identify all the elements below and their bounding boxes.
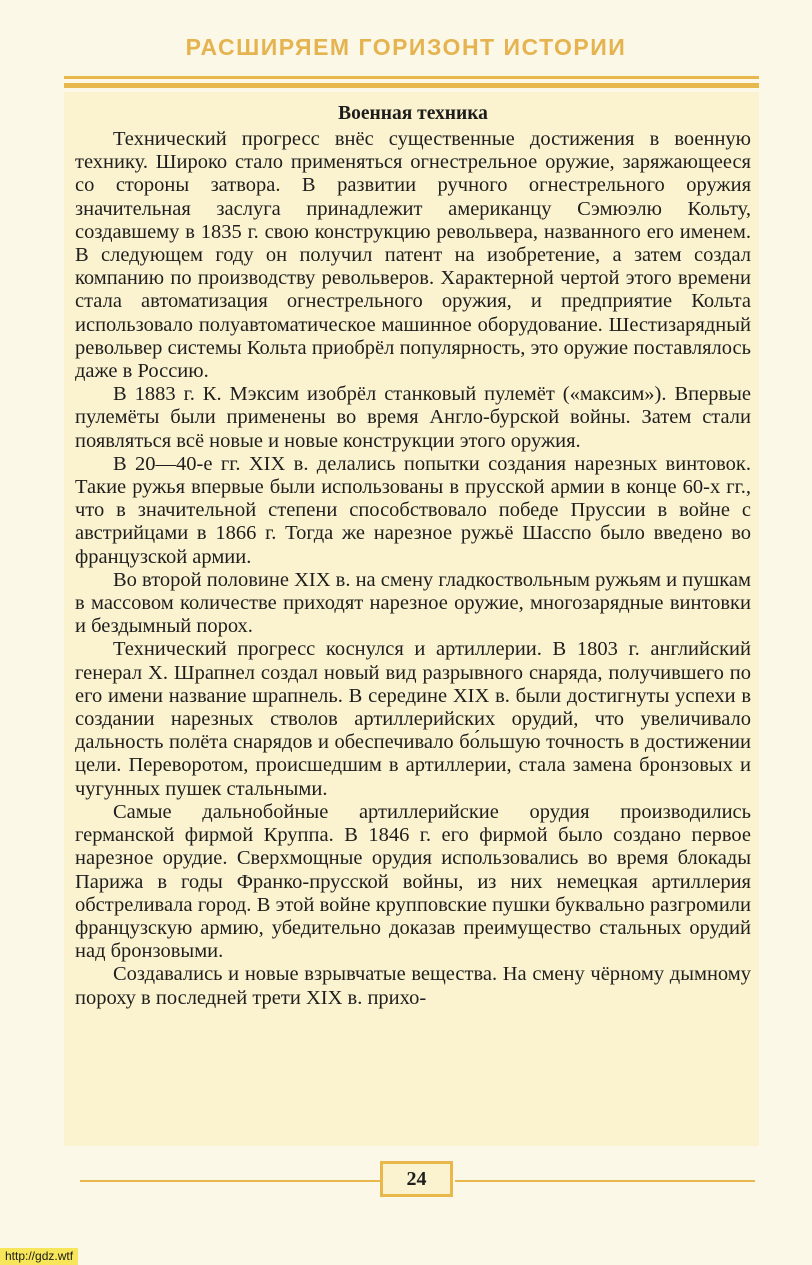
section-header: РАСШИРЯЕМ ГОРИЗОНТ ИСТОРИИ <box>185 34 627 60</box>
footer-rule-right <box>455 1180 755 1182</box>
paragraph: В 20—40-е гг. XIX в. делались попытки создания нарезных винтовок. Такие ружья впервые были использованы в прусской армии в конце 60-х гг., что в значительной степени способствовало победе Пруссии в войне с австрийцами в 1866 г. Тогда же нарезное ружьё Шасспо было введено во французской армии. <box>75 452 751 568</box>
article-body <box>75 128 751 1010</box>
paragraph: Технический прогресс коснулся и артиллерии. В 1803 г. английский генерал Х. Шрапнел создал новый вид разрывного снаряда, получившего по его имени название шрапнель. В середине XIX в. были достигнуты успехи в создании нарезных стволов артиллерийских орудий, что увеличивало дальность полёта снарядов и обеспечивало бо́льшую точность в достижении цели. Переворотом, происшедшим в артиллерии, стала замена бронзовых и чугунных пушек стальными. <box>75 638 751 800</box>
page-number: 24 <box>380 1161 453 1197</box>
paragraph: Технический прогресс внёс существенные достижения в военную технику. Широко стало применяться огнестрельное оружие, заряжающееся со стороны затвора. В развитии ручного огнестрельного оружия значительная заслуга принадлежит американцу Сэмюэлю Кольту, создавшему в 1835 г. свою конструкцию револьвера, названного его именем. В следующем году он получил патент на изобретение, а затем создал компанию по производству револьверов. Характерной чертой этого времени стала автоматизация огнестрельного оружия, и предприятие Кольта использовало полуавтоматическое машинное оборудование. Шестизарядный револьвер системы Кольта приобрёл популярность, это оружие поставлялось даже в Россию. <box>75 128 751 383</box>
article-title: Военная техника <box>338 103 488 124</box>
watermark-link[interactable]: http://gdz.wtf <box>0 1248 78 1265</box>
footer-rule-left <box>80 1180 380 1182</box>
article-box <box>64 92 759 1146</box>
header-rule-thick <box>64 83 759 88</box>
header-rule-thin <box>64 76 759 79</box>
paragraph: Создавались и новые взрывчатые вещества. На смену чёрному дымному пороху в последней трети XIX в. прихо- <box>75 963 751 1009</box>
paragraph: Во второй половине XIX в. на смену гладкоствольным ружьям и пушкам в массовом количестве приходят нарезное оружие, многозарядные винтовки и бездымный порох. <box>75 568 751 638</box>
paragraph: В 1883 г. К. Мэксим изобрёл станковый пулемёт («максим»). Впервые пулемёты были применены во время Англо-бурской войны. Затем стали появляться всё новые и новые конструкции этого оружия. <box>75 383 751 452</box>
paragraph: Самые дальнобойные артиллерийские орудия производились германской фирмой Круппа. В 1846 г. его фирмой было создано первое нарезное орудие. Сверхмощные орудия использовались во время блокады Парижа в годы Франко-прусской войны, из них немецкая артиллерия обстреливала город. В этой войне крупповские пушки буквально разгромили французскую армию, убедительно доказав преимущество стальных орудий над бронзовыми. <box>75 800 751 963</box>
